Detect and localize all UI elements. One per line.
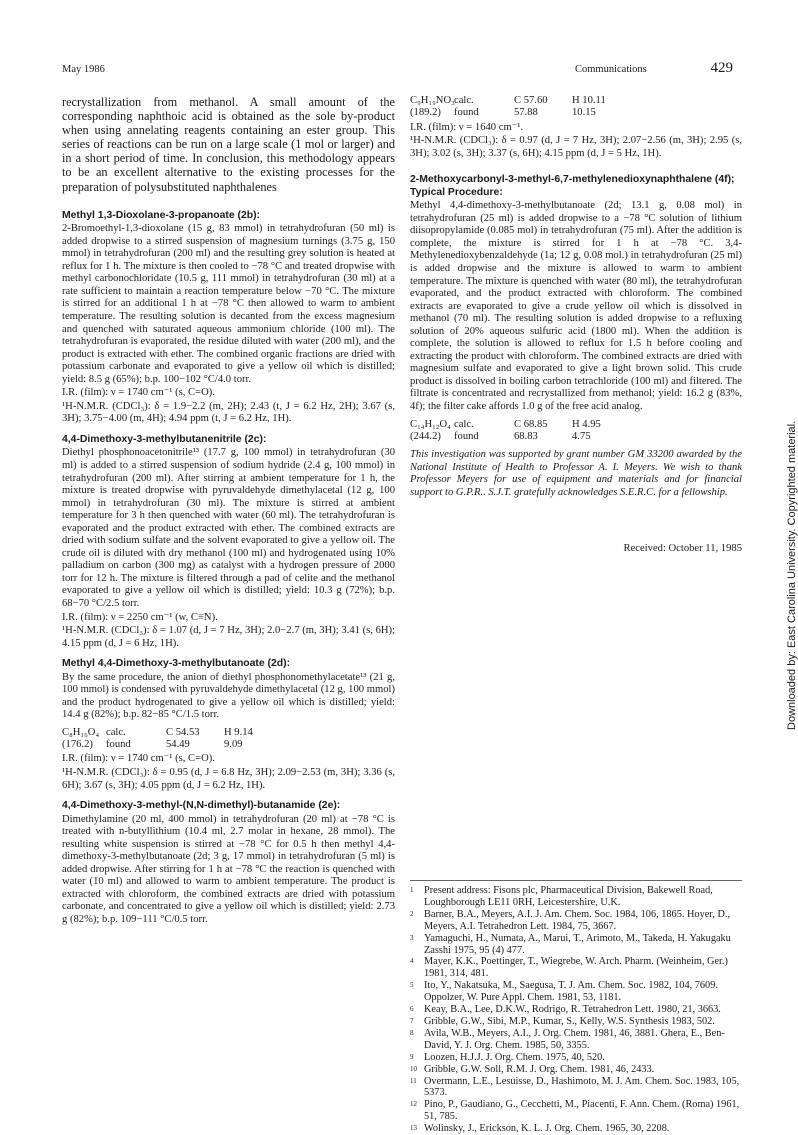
reference-number: 8 <box>410 1028 414 1037</box>
reference-text: Avila, W.B., Meyers, A.I., J. Org. Chem. 1981, 46, 3881. Ghera, E., Ben-David, Y. J. Org. Chem. 1985, 50, 3355. <box>424 1027 725 1051</box>
section-title: Methyl 1,3-Dioxolane-3-propanoate (2b): <box>62 209 261 221</box>
reference-text: Gribble, G.W., Sibi, M.P., Kumar, S., Kelly, W.S. Synthesis 1983, 502. <box>424 1015 715 1027</box>
reference-text: Barner, B.A., Meyers, A.I. J. Am. Chem. Soc. 1984, 106, 1865. Hoyer, D., Meyers, A.I. Tetrahedron Lett. 1984, 75, 3667. <box>424 908 731 932</box>
section-title: 4,4-Dimethoxy-3-methylbutanenitrile (2c): <box>62 433 267 445</box>
reference-item <box>410 1016 742 1028</box>
nmr-data: ¹H-N.M.R. (CDCl₃): δ = 1.07 (d, J = 7 Hz, 3H); 2.0−2.7 (m, 3H); 3.41 (s, 6H); 4.15 ppm (d, J = 6 Hz, 1H). <box>62 625 395 649</box>
section-title: Methyl 4,4-Dimethoxy-3-methylbutanoate (2d): <box>62 658 291 670</box>
received-date: Received: October 11, 1985 <box>623 543 742 555</box>
anal-cell: 54.49 <box>166 739 190 751</box>
intro-paragraph: recrystallization from methanol. A small amount of the corresponding naphthoic acid is obtained as the sole by-product when using annelating reagents containing an ester group. This series of reactions can be run on a large scale (1 mol or larger) and in a short period of time. In conclusion, this methodology appears to be an excellent alternative to the existing processes for the preparation of polysubstituted naphthalenes <box>62 95 395 194</box>
acknowledgement: This investigation was supported by grant number GM 33200 awarded by the National Institute of Health to Professor A. I. Meyers. We wish to thank Professor Meyers for use of equipment and materials and for financial support to G.P.R.. S.J.T. gratefully acknowledges S.E.R.C. for a fellowship. <box>410 449 742 498</box>
nmr-data: ¹H-N.M.R. (CDCl₃): δ = 1.9−2.2 (m, 2H); 2.43 (t, J = 6.2 Hz, 2H); 3.67 (s, 3H); 3.75−4.00 (m, 4H); 4.94 ppm (t, J = 6.2 Hz, 1H). <box>62 400 395 425</box>
procedure-text: By the same procedure, the anion of diethyl phosphonomethylacetate¹³ (21 g, 100 mmol) is condensed with pyruvaldehyde dimethylacetal (12 g, 100 mmol) and the product hydrogenated to give a yellow oil which is distilled; yield: 14.4 g (82%); b.p. 82−85 °C/1.5 torr. <box>62 671 395 721</box>
running-header-section: Communications <box>575 64 647 75</box>
procedure-text: Dimethylamine (20 ml, 400 mmol) in tetrahydrofuran (20 ml) at −78 °C is treated with n-butyllithium (10.4 ml, 2.7 molar in hexane, 28 mmol). The resulting white suspension is stirred at −78 °C for 0.5 h then methyl 4,4-dimethoxy-3-methylbutanoate (2d; 3 g, 17 mmol) in tetrahydrofuran (5 ml) is added dropwise. After stirring for 1 h at −78 °C the reaction is quenched with water (10 ml) and allowed to warm to ambient temperature. The product is extracted with chloroform, the combined extracts are dried with potassium carbonate, and concentrated to give a yellow oil which is distilled; yield: 2.73 g (82%); b.p. 109−111 °C/0.5 torr. <box>62 813 395 925</box>
reference-number: 10 <box>410 1064 417 1073</box>
anal-cell: calc. <box>454 418 474 430</box>
ir-data: I.R. (film): ν = 1740 cm⁻¹ (s, C=O). <box>62 387 215 399</box>
anal-cell: H 9.14 <box>224 726 253 738</box>
reference-item <box>410 1028 742 1052</box>
anal-cell: C₈H₁₆O₄ <box>62 726 100 738</box>
anal-cell: calc. <box>454 95 474 106</box>
reference-text: Keay, B.A., Lee, D.K.W., Rodrigo, R. Tetrahedron Lett. 1980, 21, 3663. <box>424 1004 721 1016</box>
ir-data: I.R. (film): ν = 2250 cm⁻¹ (w, C≡N). <box>62 611 218 623</box>
anal-cell: 68.83 <box>514 430 538 442</box>
anal-cell: (176.2) <box>62 739 93 751</box>
reference-number: 1 <box>410 886 414 894</box>
reference-number: 11 <box>410 1076 417 1085</box>
download-watermark <box>774 310 798 730</box>
reference-text: Yamaguchi, H., Numata, A., Marui, T., Arimoto, M., Takeda, H. Yakugaku Zasshi 1975, 95 (4) 477. <box>424 932 731 956</box>
reference-text: Mayer, K.K., Poettinger, T., Wiegrebe, W. Arch. Pharm. (Weinheim, Ger.) 1981, 314, 481. <box>424 956 728 980</box>
anal-cell: found <box>106 739 131 751</box>
anal-cell: C 57.60 <box>514 95 548 106</box>
anal-cell: 10.15 <box>572 107 596 119</box>
nmr-data: ¹H-N.M.R. (CDCl₃): δ = 0.95 (d, J = 6.8 Hz, 3H); 2.09−2.53 (m, 3H); 3.36 (s, 6H); 3.67 (s, 3H); 4.05 ppm (d, J = 6.2 Hz, 1H). <box>62 766 395 791</box>
reference-text: Wolinsky, J., Erickson, K. L. J. Org. Chem. 1965, 30, 2208. <box>424 1123 670 1135</box>
ir-data: I.R. (film): ν = 1640 cm⁻¹. <box>410 121 524 133</box>
reference-item <box>410 909 742 933</box>
anal-cell: H 4.95 <box>572 418 601 430</box>
reference-item <box>410 1064 742 1076</box>
reference-number: 2 <box>410 909 414 918</box>
right-column <box>410 95 742 556</box>
section-title: 2-Methoxycarbonyl-3-methyl-6,7-methylenedioxynaphthalene (4f); Typical Procedure: <box>410 174 735 198</box>
reference-text: Pino, P., Gaudiano, G., Cecchetti, M., Piacenti, F. Ann. Chem. (Roma) 1961, 51, 785. <box>424 1099 740 1123</box>
reference-item <box>410 1004 742 1016</box>
reference-item <box>410 885 742 909</box>
reference-number: 7 <box>410 1016 414 1025</box>
anal-cell: C 68.85 <box>514 418 548 430</box>
anal-cell: C₁₄H₁₂O₄ <box>410 418 451 430</box>
reference-number: 5 <box>410 981 414 990</box>
anal-cell: 4.75 <box>572 430 591 442</box>
anal-cell: (244.2) <box>410 430 441 442</box>
procedure-text: Methyl 4,4-dimethoxy-3-methylbutanoate (2d; 13.1 g, 0.08 mol) in tetrahydrofuran (25 ml) is added dropwise to a −78 °C solution of lithium diisopropylamide (0.085 mol) in tetrahydrofuran (75 ml). After the addition is complete, the mixture is stirred for 1 h at −78 °C. 3,4-Methylenedioxybenzaldehyde (1a; 12 g, 0.08 mol.) in tetrahydrofuran (25 ml) is added dropwise and the mixture is allowed to warm to ambient temperature. The mixture is quenched with water (80 ml), the tetrahydrofuran evaporated, and the product extracted with chloroform. The combined extracts are evaporated to give a crude yellow oil which is dissolved in methanol (70 ml). The resulting solution is added dropwise to a refluxing solution of 20% aqueous sulfuric acid (1800 ml). When the addition is complete, the solution is allowed to reflux for 1.5 h before cooling and extracting the product with chloroform. The combined extracts are dried with magnesium sulfate and evaporated to give a light brown solid. This crude product is dissolved in boiling carbon tetrachloride (100 ml) and filtered. The filtrate is concentrated and recrystallized from methanol; yield: 16.2 g (83%, 4f); the filter cake affords 1.0 g of the free acid analog. <box>410 200 742 412</box>
procedure-text: 2-Bromoethyl-1,3-dioxolane (15 g, 83 mmol) in tetrahydrofuran (50 ml) is added dropwise to a stirred suspension of magnesium turnings (3.75 g, 150 mmol) in tetrahydrofuran (200 ml) and the resulting grey solution is heated at reflux for 1 h. The mixture is then cooled to −78 °C and treated dropwise with methyl carbonochloridate (10.5 g, 111 mmol) in tetrahydrofuran (30 ml) at a rate sufficient to maintain a reaction temperature below −70 °C. The mixture is stirred for an additional 1 h at −78 °C then allowed to warm to ambient temperature. The resulting solution is decanted from the excess magnesium and quenched with saturated aqueous ammonium chloride (100 ml). The tetrahydrofuran is evaporated, the residue diluted with water (200 ml), and the product is extracted with ether. The combined organic fractions are dried with potassium carbonate and evaporated to give a yellow oil which is distilled; yield: 8.5 g (65%); b.p. 100−102 °C/4.0 torr. <box>62 223 395 385</box>
anal-cell: 9.09 <box>224 739 243 751</box>
elemental-analysis <box>410 419 742 444</box>
left-column <box>62 95 395 927</box>
reference-number: 13 <box>410 1124 417 1133</box>
reference-item <box>410 956 742 980</box>
reference-number: 4 <box>410 957 414 966</box>
anal-cell: (189.2) <box>410 107 441 119</box>
reference-text: Gribble, G.W. Soll, R.M. J. Org. Chem. 1981, 46, 2433. <box>424 1063 655 1075</box>
reference-number: 12 <box>410 1100 417 1109</box>
anal-cell: H 10.11 <box>572 95 606 106</box>
section-title: 4,4-Dimethoxy-3-methyl-(N,N-dimethyl)-butanamide (2e): <box>62 800 341 812</box>
reference-item <box>410 1123 742 1135</box>
elemental-analysis <box>62 727 395 752</box>
nmr-data: ¹H-N.M.R. (CDCl₃): δ = 0.97 (d, J = 7 Hz, 3H); 2.07−2.56 (m, 3H); 2.95 (s, 3H); 3.02 (s, 3H); 3.37 (s, 6H); 4.15 ppm (d, J = 5 Hz, 1H). <box>410 135 742 159</box>
reference-text: Overmann, L.E., Lesuisse, D., Hashimoto, M. J. Am. Chem. Soc. 1983, 105, 5373. <box>424 1075 740 1099</box>
reference-item <box>410 933 742 957</box>
reference-number: 3 <box>410 933 414 942</box>
reference-text: Present address: Fisons plc, Pharmaceutical Division, Bakewell Road, Loughborough LE11 0RH, Leicestershire, U.K. <box>424 885 713 908</box>
reference-item <box>410 980 742 1004</box>
anal-cell: 57.88 <box>514 107 538 119</box>
references-list <box>410 880 742 1135</box>
anal-cell: C₉H₁₉NO₃ <box>410 95 455 106</box>
anal-cell: found <box>454 107 479 119</box>
ir-data: I.R. (film): ν = 1740 cm⁻¹ (s, C=O). <box>62 753 215 765</box>
procedure-text: Diethyl phosphonoacetonitrile¹³ (17.7 g, 100 mmol) in tetrahydrofuran (30 ml) is added to a stirred suspension of sodium hydride (2.4 g, 100 mmol) in tetrahydrofuran (200 ml). After stirring at ambient temperature for 1 h, the mixture is treated dropwise with pyruvaldehyde dimethylacetal (12 g, 100 mmol) in tetrahydrofuran (30 ml). The mixture is stirred at ambient temperature for 3 h then quenched with water (60 ml). The tetrahydrofuran is evaporated and the product extracted with ether. The combined extracts are dried with sodium sulfate and the solvent evaporated to give a yellow oil. The crude oil is diluted with dry methanol (100 ml) and hydrogenated using 10% palladium on carbon (300 mg) as catalyst with a hydrogen pressure of 2000 torr for 12 h. The mixture is filtered through a pad of celite and the methanol evaporated to give a yellow oil which is distilled; yield: 10.3 g (72%); b.p. 68−70 °C/2.5 torr. <box>62 447 395 609</box>
reference-item <box>410 1099 742 1123</box>
anal-cell: found <box>454 430 479 442</box>
elemental-analysis <box>410 95 742 120</box>
reference-text: Loozen, H.J.J. J. Org. Chem. 1975, 40, 520. <box>424 1051 605 1063</box>
reference-number: 6 <box>410 1005 414 1014</box>
anal-cell: C 54.53 <box>166 726 200 738</box>
running-header-date: May 1986 <box>62 64 105 75</box>
anal-cell: calc. <box>106 726 126 738</box>
reference-text: Ito, Y., Nakatsuka, M., Saegusa, T. J. Am. Chem. Soc. 1982, 104, 7609. Oppolzer, W. Pure Appl. Chem. 1981, 53, 1181. <box>424 980 718 1004</box>
download-watermark-text: Downloaded by: East Carolina University. Copyrighted material. <box>786 420 798 730</box>
page-number: 429 <box>710 60 733 76</box>
reference-number: 9 <box>410 1052 414 1061</box>
reference-item <box>410 1076 742 1100</box>
reference-item <box>410 1052 742 1064</box>
